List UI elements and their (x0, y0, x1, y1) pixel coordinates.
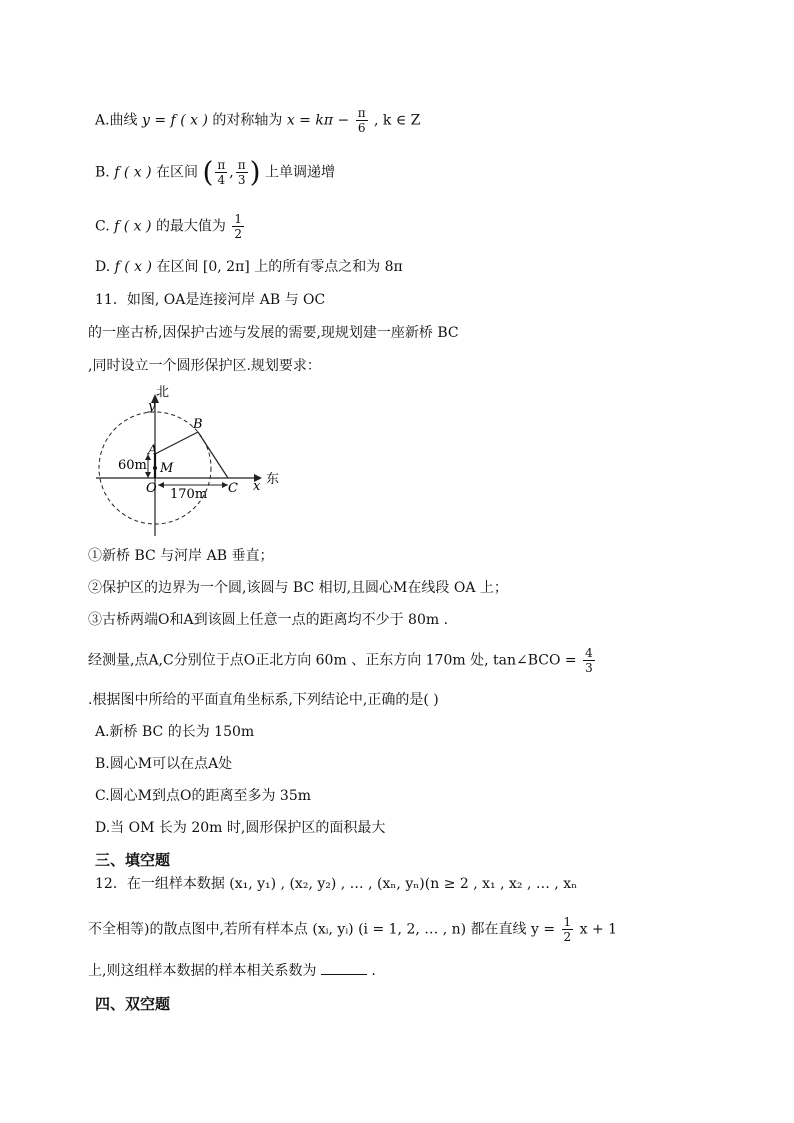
math: y = f ( x ) (142, 112, 208, 129)
label-m: M (160, 461, 174, 476)
measurement-text: 经测量,点A,C分别位于点O正北方向 60m 、正东方向 170m 处, tan∠BCO = (88, 652, 577, 669)
label-c: C (228, 481, 238, 496)
label-a: A (148, 443, 158, 458)
fraction: $\frac{1}{2}$ (234, 212, 243, 241)
math: [0, 2π] (202, 259, 250, 275)
q12-text: 不全相等)的散点图中,若所有样本点 (xᵢ, yᵢ) (i = 1, 2, … , n) 都在直线 y = (88, 921, 556, 938)
label-o: O (146, 481, 157, 496)
fraction: $\frac{4}{3}$ (585, 646, 593, 675)
point-m (153, 466, 157, 470)
label-b: B (193, 417, 203, 432)
q11-stem-line1: 11．如图, OA是连接河岸 AB 与 OC (95, 292, 326, 308)
fraction: $\frac{\pi}{6}$ (357, 106, 366, 135)
q11-option-a: A.新桥 BC 的长为 150m (95, 724, 255, 740)
riverbank-ab (155, 432, 198, 454)
label-north: 北 (156, 385, 170, 400)
label-east: 东 (266, 472, 280, 487)
math: f ( x ) (114, 259, 152, 275)
q11-option-d: D.当 OM 长为 20m 时,圆形保护区的面积最大 (95, 820, 386, 836)
q12-text: 上,则这组样本数据的样本相关系数为 (88, 963, 317, 979)
math: f ( x ) (114, 164, 152, 181)
q11-requirement-1: ①新桥 BC 与河岸 AB 垂直； (88, 548, 274, 564)
coordinate-figure (90, 380, 300, 540)
q11-stem-line2: 的一座古桥,因保护古迹与发展的需要,现规划建一座新桥 BC (88, 325, 459, 341)
option-text: 的最大值为 (155, 218, 226, 235)
bridge-bc (198, 432, 228, 478)
option-label: B. (95, 164, 110, 181)
label-y: y (148, 399, 156, 414)
option-text: 在区间 (156, 259, 199, 275)
section-title-fill-in: 三、填空题 (95, 851, 171, 869)
q11-stem-line3: ,同时设立一个圆形保护区.规划要求： (88, 358, 321, 374)
option-text: 上的所有零点之和为 8π (254, 259, 403, 275)
q11-option-b: B.圆心M可以在点A处 (95, 756, 233, 772)
fraction: $\frac{1}{2}$ (563, 915, 572, 944)
q12-line2 (88, 915, 617, 944)
fraction: $\frac{\pi}{3}$ (237, 158, 246, 187)
option-text: 的对称轴为 (212, 112, 283, 129)
q12-line3 (88, 960, 376, 981)
q10-option-b: B. f ( x ) 在区间 ( $\frac{\pi}{4}$ , $\frac{\pi}{3}$ ) 上单调递增 (95, 155, 336, 189)
q10-option-a (95, 106, 420, 135)
option-label: C. (95, 218, 110, 235)
math: x + 1 (579, 921, 618, 938)
label-170m: 170m (170, 487, 208, 502)
q11-measurement (88, 646, 597, 675)
label-x: x (253, 479, 261, 494)
q12-text: . (371, 963, 376, 979)
section-title-double-blank: 四、双空题 (95, 995, 171, 1013)
q10-option-d (95, 257, 403, 277)
math: , k ∈ Z (374, 112, 421, 129)
q11-question: .根据图中所给的平面直角坐标系,下列结论中,正确的是( ) (88, 692, 439, 708)
option-label: A.曲线 (95, 112, 138, 129)
q11-requirement-2: ②保护区的边界为一个圆,该圆与 BC 相切,且圆心M在线段 OA 上； (88, 580, 508, 596)
fraction: $\frac{\pi}{4}$ (217, 158, 226, 187)
option-text: 上单调递增 (265, 164, 336, 181)
option-label: D. (95, 259, 111, 275)
q11-option-c: C.圆心M到点O的距离至多为 35m (95, 788, 312, 804)
option-text: 在区间 (156, 164, 199, 181)
q11-requirement-3: ③古桥两端O和A到该圆上任意一点的距离均不少于 80m . (88, 612, 449, 628)
label-60m: 60m (118, 458, 147, 473)
q12-line1: 12．在一组样本数据 (x₁, y₁) , (x₂, y₂) , … , (xₙ, yₙ)(n ≥ 2 , x₁ , x₂ , … , xₙ (95, 876, 578, 892)
answer-blank[interactable] (321, 960, 367, 975)
math: f ( x ) (114, 218, 152, 235)
math: x = kπ − (286, 112, 350, 129)
q10-option-c (95, 212, 246, 241)
